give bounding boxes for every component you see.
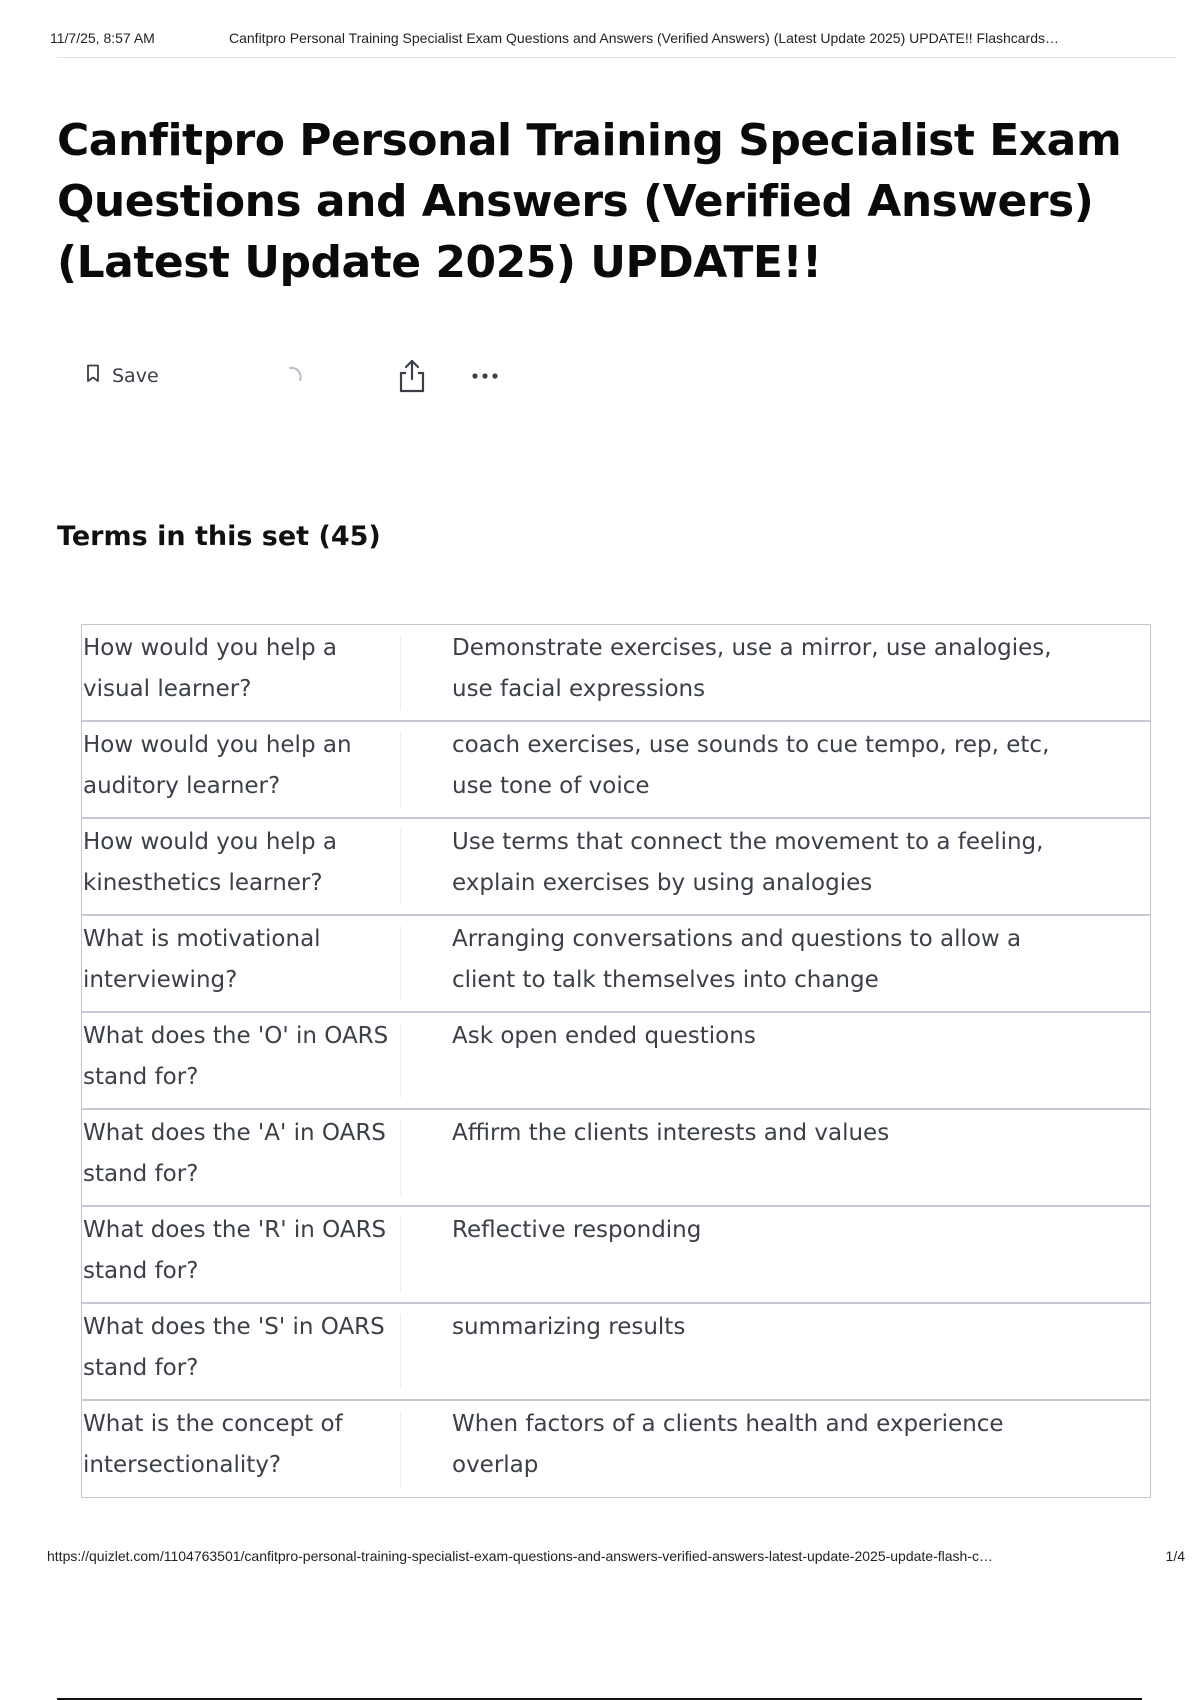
print-footer — [47, 1548, 1185, 1572]
page-number: 1/4 — [1165, 1548, 1185, 1564]
term-text: How would you help an auditory learner? — [83, 732, 352, 799]
print-date: 11/7/25, 8:57 AM — [50, 30, 155, 46]
definition-text: Use terms that connect the movement to a feeling, explain exercises by using analogies — [452, 829, 1044, 896]
definition-text: Demonstrate exercises, use a mirror, use analogies, use facial expressions — [452, 635, 1052, 702]
more-options-icon[interactable] — [468, 362, 502, 390]
share-icon[interactable] — [396, 358, 428, 394]
term-divider — [400, 1411, 401, 1487]
term-divider — [400, 1314, 401, 1389]
term-divider — [400, 732, 401, 807]
term-divider — [400, 1120, 401, 1195]
definition-text: Ask open ended questions — [452, 1023, 756, 1049]
definition-text: summarizing results — [452, 1314, 686, 1340]
term-row — [82, 625, 1150, 722]
term-row — [82, 722, 1150, 819]
term-row — [82, 819, 1150, 916]
term-divider — [400, 829, 401, 904]
print-header — [50, 30, 1175, 58]
term-divider — [400, 635, 401, 710]
term-row — [82, 1110, 1150, 1207]
term-text: How would you help a visual learner? — [83, 635, 337, 702]
bookmark-icon — [86, 364, 100, 388]
loading-spinner-icon — [281, 364, 305, 388]
definition-text: Reflective responding — [452, 1217, 702, 1243]
terms-table — [81, 624, 1151, 1498]
print-url: https://quizlet.com/1104763501/canfitpro-personal-training-specialist-exam-questions-and-answers-verified-answers-latest-update-2025-update-flash-c… — [47, 1548, 993, 1564]
page-title: Canfitpro Personal Training Specialist Exam Questions and Answers (Verified Answers) (Latest Update 2025) UPDATE!! — [57, 115, 1122, 288]
term-divider — [400, 1023, 401, 1098]
term-text: What does the 'R' in OARS stand for? — [83, 1217, 387, 1284]
definition-text: Affirm the clients interests and values — [452, 1120, 890, 1146]
term-row — [82, 1013, 1150, 1110]
term-row — [82, 1304, 1150, 1401]
term-text: How would you help a kinesthetics learner? — [83, 829, 337, 896]
print-document-title: Canfitpro Personal Training Specialist Exam Questions and Answers (Verified Answers) (Latest Update 2025) UPDATE!! Flashcards… — [229, 30, 1060, 46]
definition-text: When factors of a clients health and experience overlap — [452, 1411, 1004, 1478]
save-button-label: Save — [112, 365, 159, 387]
definition-text: Arranging conversations and questions to allow a client to talk themselves into change — [452, 926, 1022, 993]
save-button[interactable] — [86, 364, 159, 388]
term-divider — [400, 926, 401, 1001]
term-row — [82, 916, 1150, 1013]
term-text: What does the 'O' in OARS stand for? — [83, 1023, 389, 1090]
term-row — [82, 1207, 1150, 1304]
definition-text: coach exercises, use sounds to cue tempo, rep, etc, use tone of voice — [452, 732, 1050, 799]
terms-heading: Terms in this set (45) — [57, 521, 381, 552]
term-text: What does the 'A' in OARS stand for? — [83, 1120, 386, 1187]
term-text: What is the concept of intersectionality? — [83, 1411, 343, 1478]
term-divider — [400, 1217, 401, 1292]
term-row — [82, 1401, 1150, 1497]
header-divider — [57, 57, 1177, 58]
term-text: What does the 'S' in OARS stand for? — [83, 1314, 385, 1381]
term-text: What is motivational interviewing? — [83, 926, 321, 993]
